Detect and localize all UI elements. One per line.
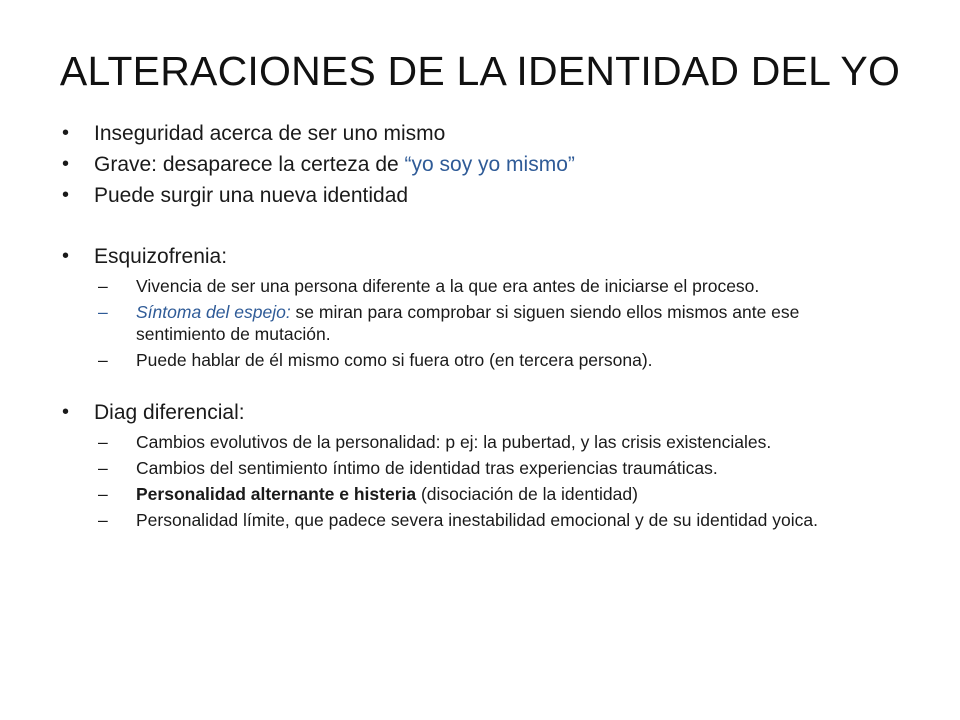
- sub-item: [62, 275, 922, 297]
- dash-icon: –: [98, 510, 108, 530]
- spacer: [62, 211, 922, 241]
- sub-item: [62, 349, 922, 371]
- bullet-grave: [62, 149, 922, 180]
- bullet-icon: •: [62, 153, 70, 175]
- sub-item: [62, 431, 922, 453]
- slide-content: [62, 118, 922, 535]
- bullet-text: Inseguridad acerca de ser uno mismo: [94, 122, 446, 145]
- bullet-text: Puede surgir una nueva identidad: [94, 184, 409, 207]
- sub-item-bold: Personalidad alternante e histeria: [136, 484, 417, 504]
- spacer: [62, 375, 922, 397]
- sub-item-text: Cambios del sentimiento íntimo de identidad tras experiencias traumáticas.: [136, 458, 718, 478]
- bullet-esquizofrenia: [62, 241, 922, 272]
- sub-item: [62, 457, 922, 479]
- dash-icon: –: [98, 350, 108, 370]
- bullet-diag-diferencial: [62, 397, 922, 428]
- dash-icon: –: [98, 302, 108, 322]
- bullet-inseguridad: [62, 118, 922, 149]
- slide-title: ALTERACIONES DE LA IDENTIDAD DEL YO: [59, 48, 901, 94]
- dash-icon: –: [98, 484, 108, 504]
- bullet-icon: •: [62, 245, 70, 267]
- dash-icon: –: [98, 276, 108, 296]
- sub-item: [62, 509, 922, 531]
- bullet-nueva-identidad: [62, 180, 922, 211]
- bullet-icon: •: [62, 401, 70, 423]
- sub-item: [62, 483, 922, 505]
- bullet-icon: •: [62, 122, 70, 144]
- sub-item-text: Personalidad límite, que padece severa inestabilidad emocional y de su identidad yoica.: [136, 510, 818, 530]
- dash-icon: –: [98, 432, 108, 452]
- sub-item-text: se miran para comprobar si siguen siendo ellos mismos ante ese sentimiento de mutación.: [136, 302, 800, 344]
- sub-item-text: Vivencia de ser una persona diferente a la que era antes de iniciarse el proceso.: [136, 276, 760, 296]
- sub-item: [62, 301, 922, 345]
- dash-icon: –: [98, 458, 108, 478]
- sub-item-term: Síntoma del espejo:: [136, 302, 291, 322]
- bullet-text: Grave: desaparece la certeza de: [94, 153, 405, 176]
- sub-item-text: Cambios evolutivos de la personalidad: p ej: la pubertad, y las crisis existenciales.: [136, 432, 772, 452]
- section-heading: Esquizofrenia:: [94, 245, 228, 268]
- sub-item-text: (disociación de la identidad): [416, 484, 638, 504]
- bullet-highlight: “yo soy yo mismo”: [404, 153, 575, 176]
- bullet-icon: •: [62, 184, 70, 206]
- sub-item-text: Puede hablar de él mismo como si fuera otro (en tercera persona).: [136, 350, 653, 370]
- section-heading: Diag diferencial:: [94, 401, 245, 424]
